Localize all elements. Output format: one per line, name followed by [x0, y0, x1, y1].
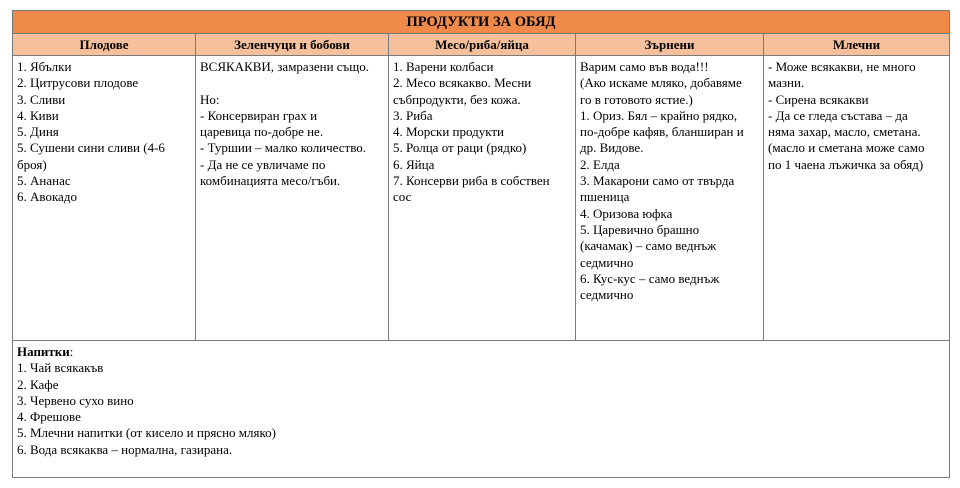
drinks-list-item: 2. Кафе: [17, 376, 59, 392]
drinks-row: [13, 341, 950, 478]
drinks-list-item: 5. Млечни напитки (от кисело и прясно мляко): [17, 425, 276, 441]
drinks-cell: [13, 341, 950, 478]
list-item: 1. Варени колбаси: [393, 59, 494, 74]
list-item: 3. Риба: [393, 107, 433, 123]
list-item: 5. Сушени сини сливи (4-6: [17, 140, 165, 156]
list-item: - Да не се увличаме по: [200, 156, 326, 172]
list-item: Но:: [200, 91, 220, 107]
list-item: (масло и сметана може само: [768, 140, 925, 156]
list-item: 3. Макарони само от твърда: [580, 173, 735, 189]
table-title: ПРОДУКТИ ЗА ОБЯД: [13, 11, 950, 34]
list-item: 2. Елда: [580, 156, 620, 172]
drinks-list-item: 4. Фрешове: [17, 409, 81, 425]
list-item: 2. Месо всякакво. Месни: [393, 75, 532, 91]
list-item: 6. Кус-кус – само веднъж: [580, 270, 720, 286]
list-item: 1. Ориз. Бял – крайно рядко,: [580, 107, 738, 123]
column-header-fruits: Плодове: [13, 34, 196, 56]
list-item: Варим само във вода!!!: [580, 59, 709, 74]
lunch-products-table-wrapper: [12, 10, 949, 478]
list-item: 3. Сливи: [17, 91, 66, 107]
list-item: - Да се гледа състава – да: [768, 107, 908, 123]
lunch-products-table: [12, 10, 950, 478]
column-header-grains: Зърнени: [576, 34, 764, 56]
list-item: (качамак) – само веднъж: [580, 238, 717, 254]
drinks-list: [17, 360, 945, 458]
list-item: (Ако искаме мляко, добавяме: [580, 75, 742, 91]
list-item: няма захар, масло, сметана.: [768, 124, 921, 140]
list-item: - Консервиран грах и: [200, 107, 318, 123]
list-item: пшеница: [580, 189, 630, 205]
products-row: [13, 56, 950, 341]
list-item: 4. Морски продукти: [393, 124, 505, 140]
list-item: комбинацията месо/гъби.: [200, 173, 341, 189]
drinks-list-item: 6. Вода всякаква – нормална, газирана.: [17, 441, 233, 457]
list-item: 5. Царевично брашно: [580, 221, 700, 237]
list-item: събпродукти, без кожа.: [393, 91, 521, 107]
grains-cell: [576, 56, 764, 341]
drinks-title-colon: :: [69, 344, 74, 359]
list-item: седмично: [580, 287, 634, 303]
drinks-title: Напитки: [17, 344, 70, 359]
list-item: 2. Цитрусови плодове: [17, 75, 139, 91]
list-item: 5. Диня: [17, 124, 59, 140]
list-item: 6. Авокадо: [17, 189, 77, 205]
list-item: 1. Ябълки: [17, 59, 72, 74]
list-item: - Туршии – малко количество.: [200, 140, 367, 156]
list-item: сос: [393, 189, 412, 205]
vegetables-cell: [196, 56, 389, 341]
dairy-cell: [764, 56, 950, 341]
list-item: ВСЯКАКВИ, замразени също.: [200, 59, 370, 74]
fruits-cell: [13, 56, 196, 341]
column-header-vegetables: Зеленчуци и бобови: [196, 34, 389, 56]
list-item: 6. Яйца: [393, 156, 435, 172]
list-item: го в готовото ястие.): [580, 91, 693, 107]
column-headers-row: [13, 34, 950, 56]
column-header-meat-fish-eggs: Месо/риба/яйца: [389, 34, 576, 56]
list-item: др. Видове.: [580, 140, 644, 156]
list-item: мазни.: [768, 75, 805, 91]
list-item: 4. Киви: [17, 107, 59, 123]
list-item: 5. Ананас: [17, 173, 71, 189]
meat-fish-eggs-cell: [389, 56, 576, 341]
drinks-heading: [17, 344, 945, 360]
list-item: 5. Ролца от раци (рядко): [393, 140, 527, 156]
list-item: 4. Оризова юфка: [580, 205, 673, 221]
list-item: по 1 чаена лъжичка за обяд): [768, 156, 924, 172]
list-item: по-добре кафяв, бланширан и: [580, 124, 744, 140]
list-item: [200, 75, 384, 91]
column-header-dairy: Млечни: [764, 34, 950, 56]
list-item: - Сирена всякакви: [768, 91, 869, 107]
list-item: царевица по-добре не.: [200, 124, 324, 140]
drinks-list-item: 1. Чай всякакъв: [17, 360, 104, 376]
list-item: броя): [17, 156, 47, 172]
list-item: седмично: [580, 254, 634, 270]
list-item: - Може всякакви, не много: [768, 59, 916, 74]
list-item: 7. Консерви риба в собствен: [393, 173, 550, 189]
drinks-list-item: 3. Червено сухо вино: [17, 392, 134, 408]
